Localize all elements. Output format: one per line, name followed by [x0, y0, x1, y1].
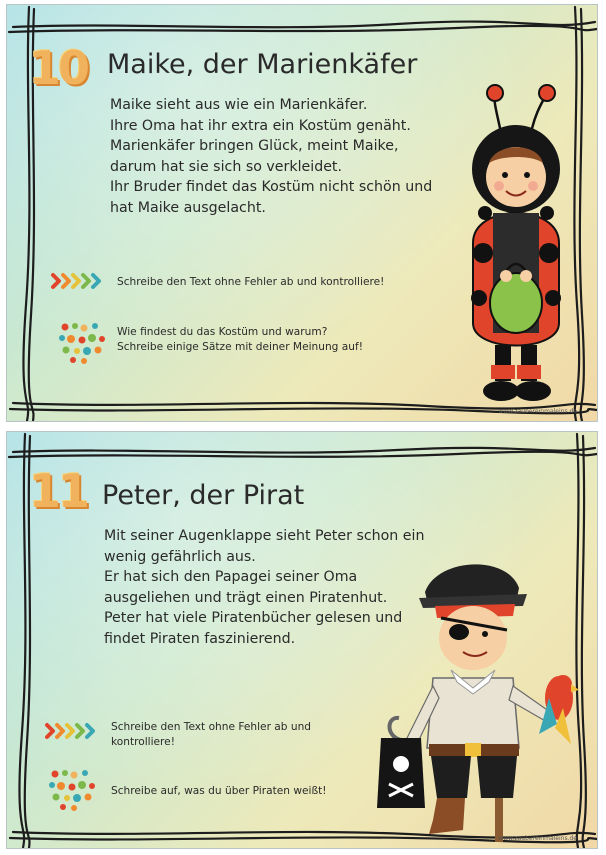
chevron-arrows-icon — [43, 721, 103, 741]
text-line: ausgeliehen und trägt einen Piratenhut. — [104, 589, 388, 606]
text-line: Marienkäfer bringen Glück, meint Maike, — [110, 138, 399, 154]
task-card-10 — [6, 4, 598, 422]
text-line: Ihr Bruder findet das Kostüm nicht schön und — [110, 179, 433, 195]
website-url: www.zaubereinmaleins.de — [498, 408, 577, 415]
task-copy-text: Schreibe den Text ohne Fehler ab und kontrolliere! — [111, 721, 312, 748]
text-line: Peter hat viele Piratenbücher gelesen und — [104, 610, 403, 626]
card-title: Peter, der Pirat — [102, 480, 305, 511]
text-line: findet Piraten faszinierend. — [104, 630, 296, 647]
pirate-boy-illustration — [367, 548, 587, 844]
chevron-arrows-icon — [49, 271, 109, 291]
ladybug-girl-illustration — [453, 83, 579, 409]
text-line: wenig gefährlich aus. — [104, 548, 256, 565]
colored-dots-icon — [57, 321, 109, 365]
card-text — [110, 95, 440, 218]
text-line: Mit seiner Augenklappe sieht Peter schon ein — [104, 528, 425, 544]
task-card-11 — [6, 431, 598, 849]
colored-dots-icon — [47, 768, 99, 812]
text-line: Er hat sich den Papagei seiner Oma — [104, 569, 358, 585]
task-opinion: Wie findest du das Kostüm und warum? Schreibe einige Sätze mit deiner Meinung auf! — [117, 326, 363, 353]
card-number: 10 — [29, 41, 88, 95]
card-title: Maike, der Marienkäfer — [107, 49, 418, 80]
task-write-about-pirates: Schreibe auf, was du über Piraten weißt! — [111, 785, 327, 797]
text-line: Ihre Oma hat ihr extra ein Kostüm genäht. — [110, 117, 411, 134]
text-line: darum hat sie sich so verkleidet. — [110, 158, 342, 175]
text-line: hat Maike ausgelacht. — [110, 199, 266, 216]
website-url: www.zaubereinmaleins.de — [498, 835, 577, 842]
card-number: 11 — [29, 464, 88, 518]
task-copy-text: Schreibe den Text ohne Fehler ab und kontrolliere! — [117, 276, 385, 288]
text-line: Maike sieht aus wie ein Marienkäfer. — [110, 97, 368, 113]
